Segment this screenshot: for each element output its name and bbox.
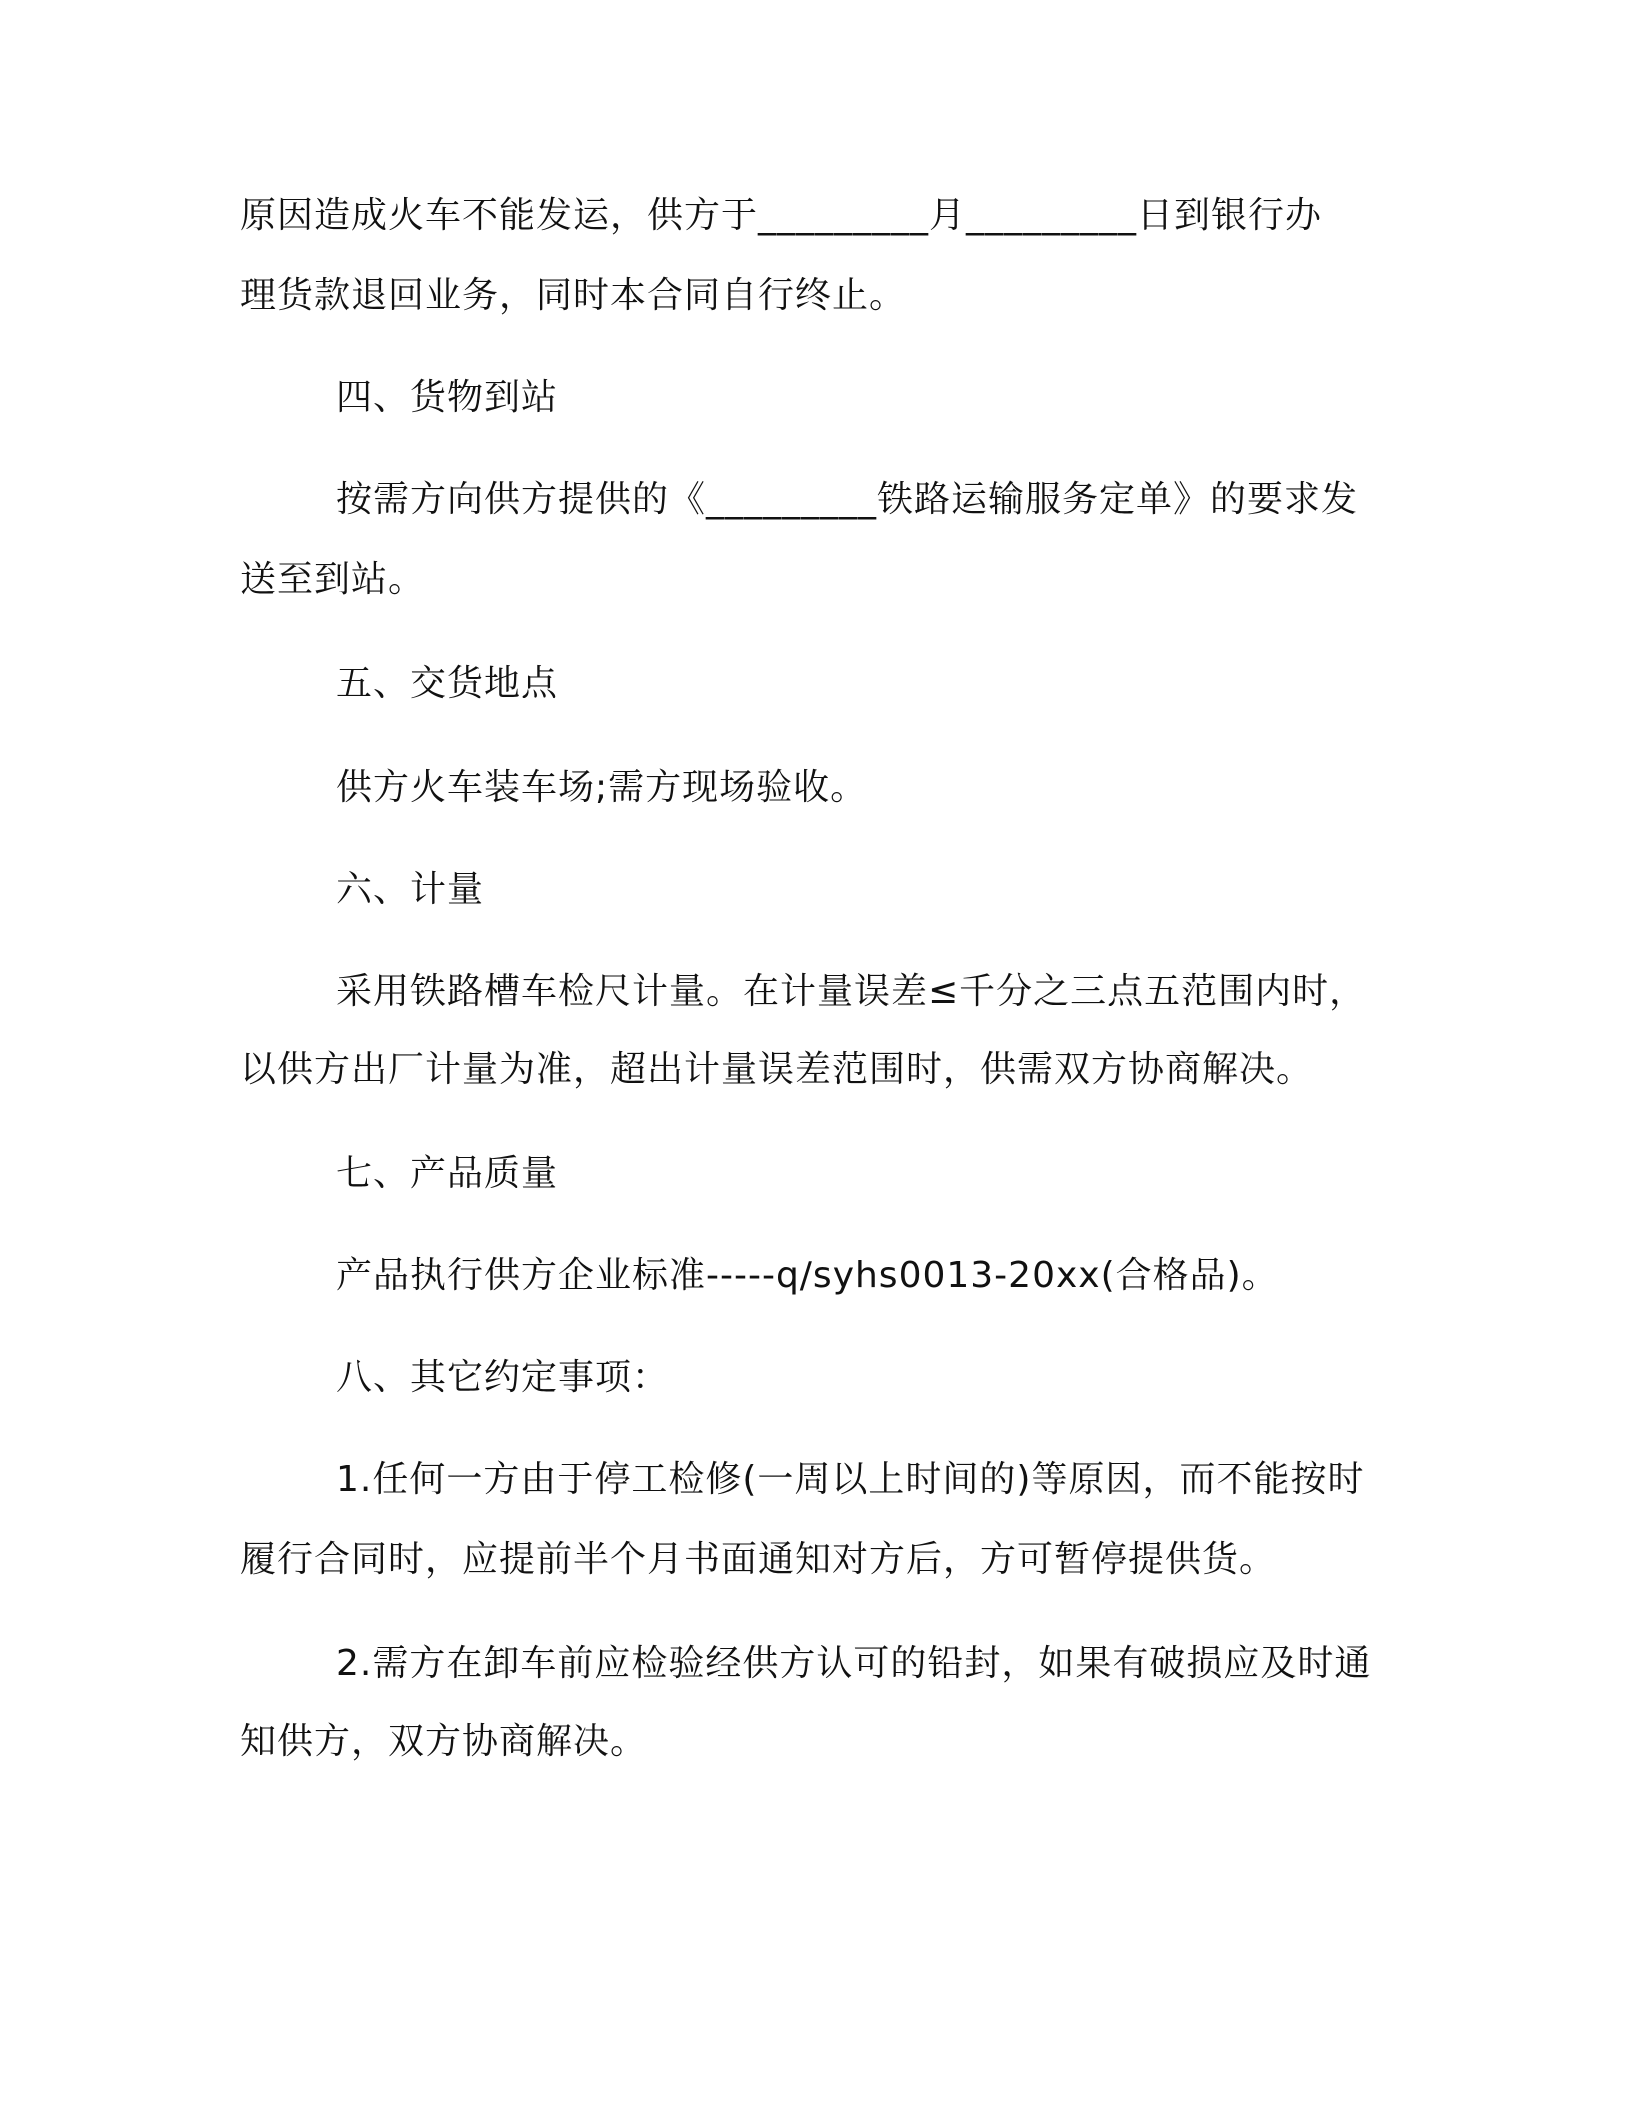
paragraph-line-to-station: 送至到站。 — [240, 559, 426, 600]
paragraph-line-delivery-location: 供方火车装车场;需方现场验收。 — [336, 767, 868, 808]
paragraph-line-quality-standard: 产品执行供方企业标准-----q/syhs0013-20xx(合格品)。 — [336, 1255, 1279, 1296]
paragraph-line-contract-termination: 理货款退回业务，同时本合同自行终止。 — [240, 275, 907, 316]
paragraph-line-measurement-rule: 以供方出厂计量为准，超出计量误差范围时，供需双方协商解决。 — [240, 1049, 1314, 1090]
section-heading-other-terms: 八、其它约定事项： — [336, 1357, 670, 1398]
section-heading-measurement: 六、计量 — [336, 869, 485, 910]
section-heading-arrival-station: 四、货物到站 — [336, 377, 559, 418]
paragraph-line-term-2-part-2: 知供方，双方协商解决。 — [240, 1721, 648, 1762]
paragraph-line-term-1-part-1: 1.任何一方由于停工检修(一周以上时间的)等原因，而不能按时 — [336, 1459, 1365, 1500]
paragraph-line-measurement-method: 采用铁路槽车检尺计量。在计量误差≤千分之三点五范围内时， — [336, 971, 1367, 1012]
section-heading-delivery-location: 五、交货地点 — [336, 663, 559, 704]
paragraph-line-payment-refund: 原因造成火车不能发运，供方于_________月_________日到银行办 — [240, 195, 1323, 236]
section-heading-product-quality: 七、产品质量 — [336, 1153, 559, 1194]
paragraph-line-shipping-order: 按需方向供方提供的《_________铁路运输服务定单》的要求发 — [336, 479, 1359, 520]
paragraph-line-term-2-part-1: 2.需方在卸车前应检验经供方认可的铅封，如果有破损应及时通 — [336, 1643, 1372, 1684]
paragraph-line-term-1-part-2: 履行合同时，应提前半个月书面通知对方后，方可暂停提供货。 — [240, 1539, 1277, 1580]
